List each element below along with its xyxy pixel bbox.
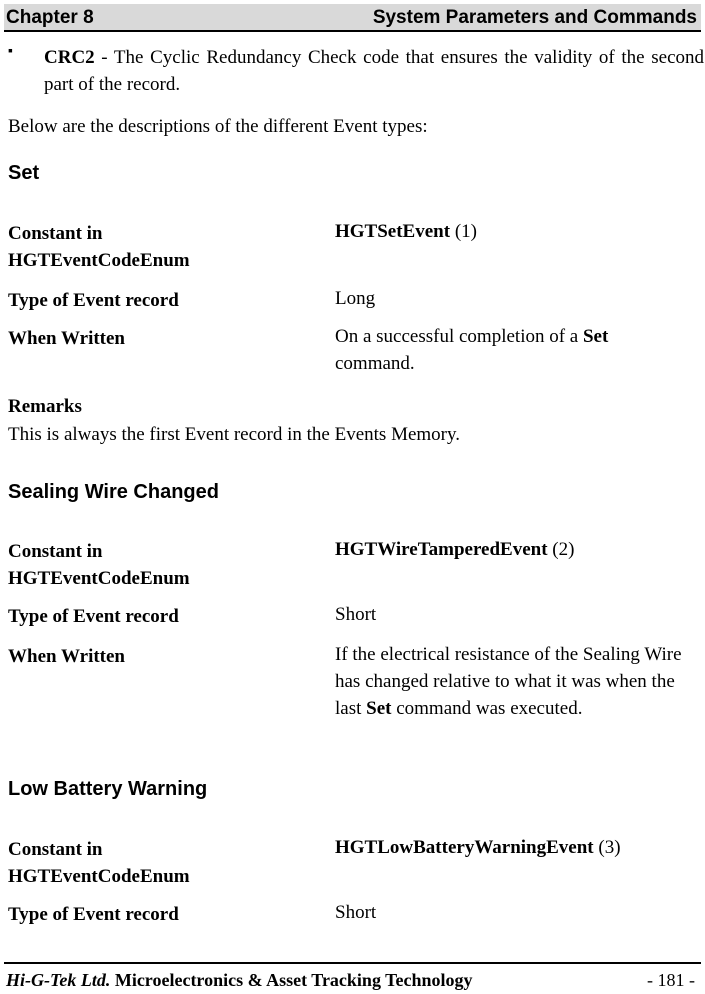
footer-company xyxy=(6,970,472,991)
constant-name-sealing: HGTWireTamperedEvent xyxy=(335,539,548,560)
constant-value-set xyxy=(335,218,703,245)
when-label-set: When Written xyxy=(8,328,125,349)
section-heading-battery: Low Battery Warning xyxy=(8,778,208,800)
constant-label-set: Constant in HGTEventCodeEnum xyxy=(8,223,190,271)
when-pre-sealing: If the electrical resistance of the Sealing Wire has changed relative to what it was when the last xyxy=(335,644,682,719)
constant-code-sealing: (2) xyxy=(547,539,575,560)
chapter-title: System Parameters and Commands xyxy=(372,7,697,28)
constant-label-battery: Constant in HGTEventCodeEnum xyxy=(8,839,190,887)
chapter-label: Chapter 8 xyxy=(6,7,94,28)
company-name: Hi-G-Tek Ltd. xyxy=(6,970,111,990)
type-value-set: Long xyxy=(335,288,376,309)
page-header xyxy=(4,4,701,32)
remarks-text: This is always the first Event record in the Events Memory. xyxy=(8,424,461,445)
page-number: - 181 - xyxy=(647,970,695,990)
when-label-sealing: When Written xyxy=(8,646,125,667)
bullet-icon: ▪ xyxy=(8,44,13,59)
when-value-sealing xyxy=(335,641,703,722)
crc2-description xyxy=(44,44,704,98)
when-bold-sealing: Set xyxy=(366,698,392,719)
when-post-sealing: command was executed. xyxy=(391,698,583,719)
when-bold-set: Set xyxy=(582,326,609,347)
constant-code-set: (1) xyxy=(450,221,477,242)
type-value-battery: Short xyxy=(335,902,377,923)
crc2-text: - The Cyclic Redundancy Check code that ensures the validity of the second part of the record. xyxy=(44,47,704,95)
remarks-label: Remarks xyxy=(8,396,82,417)
when-value-set xyxy=(335,323,675,377)
when-pre-set: On a successful completion of a xyxy=(335,326,583,347)
section-heading-set: Set xyxy=(8,162,40,184)
type-value-sealing: Short xyxy=(335,604,377,625)
constant-name-set: HGTSetEvent xyxy=(335,221,451,242)
company-tagline: Microelectronics & Asset Tracking Technology xyxy=(110,970,473,990)
type-label-battery: Type of Event record xyxy=(8,904,179,925)
constant-code-battery: (3) xyxy=(593,837,621,858)
constant-label-sealing: Constant in HGTEventCodeEnum xyxy=(8,541,190,589)
crc2-term: CRC2 xyxy=(44,47,95,68)
section-heading-sealing: Sealing Wire Changed xyxy=(8,481,219,503)
when-post-set: command. xyxy=(335,353,415,374)
constant-value-battery xyxy=(335,834,703,861)
type-label-set: Type of Event record xyxy=(8,290,179,311)
page-footer xyxy=(4,962,701,990)
type-label-sealing: Type of Event record xyxy=(8,606,179,627)
constant-name-battery: HGTLowBatteryWarningEvent xyxy=(335,837,594,858)
intro-text: Below are the descriptions of the different Event types: xyxy=(8,116,428,137)
constant-value-sealing xyxy=(335,536,703,563)
